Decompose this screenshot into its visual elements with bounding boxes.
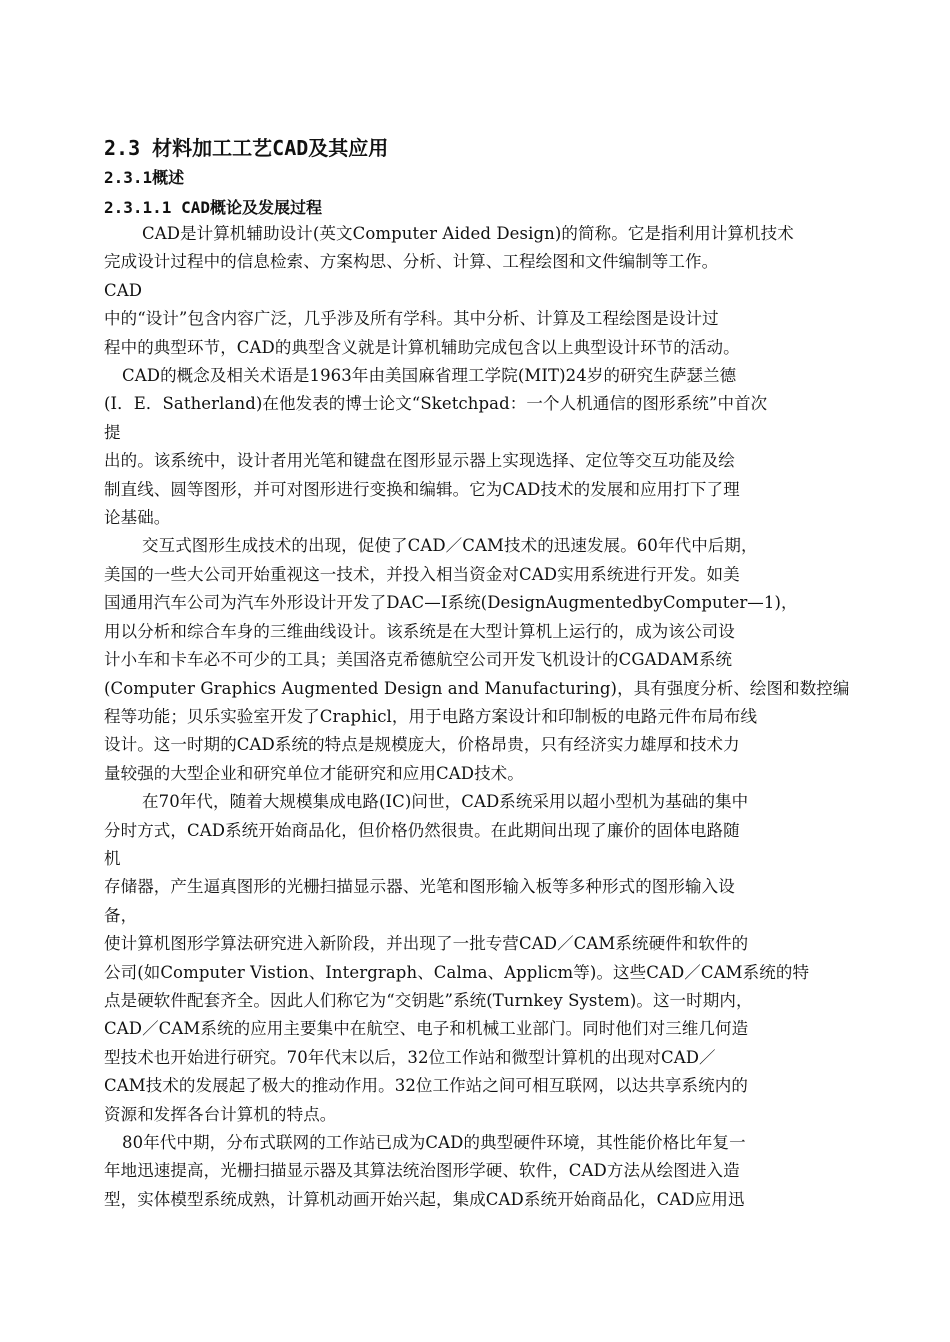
text-line: 机: [104, 848, 121, 868]
text-line: 型技术也开始进行研究。70年代末以后，32位工作站和微型计算机的出现对CAD／: [104, 1047, 716, 1067]
text-line: 设计。这一时期的CAD系统的特点是规模庞大，价格昂贵，只有经济实力雄厚和技术力: [104, 735, 740, 755]
paragraph: [104, 532, 856, 788]
text-line: 计小车和卡车必不可少的工具；美国洛克希德航空公司开发飞机设计的CGADAM系统: [104, 650, 733, 670]
paragraph: [104, 220, 856, 362]
text-line: 使计算机图形学算法研究进入新阶段，并出现了一批专营CAD／CAM系统硬件和软件的: [104, 934, 749, 954]
text-line: 用以分析和综合车身的三维曲线设计。该系统是在大型计算机上运行的，成为该公司设: [104, 621, 735, 641]
text-line: (Computer Graphics Augmented Design and Manufacturing)，具有强度分析、绘图和数控编: [104, 678, 850, 698]
text-line: CAD／CAM系统的应用主要集中在航空、电子和机械工业部门。同时他们对三维几何造: [104, 1019, 749, 1039]
text-line: 出的。该系统中，设计者用光笔和键盘在图形显示器上实现选择、定位等交互功能及绘: [104, 451, 735, 471]
text-line: 型，实体模型系统成熟，计算机动画开始兴起，集成CAD系统开始商品化，CAD应用迅: [104, 1189, 745, 1209]
text-line: 资源和发挥各台计算机的特点。: [104, 1104, 337, 1124]
document-body: [104, 133, 856, 1214]
text-line: 量较强的大型企业和研究单位才能研究和应用CAD技术。: [104, 763, 524, 783]
text-line: 在70年代，随着大规模集成电路(IC)问世，CAD系统采用以超小型机为基础的集中: [142, 792, 749, 812]
text-line: 年地迅速提高，光栅扫描显示器及其算法统治图形学硬、软件，CAD方法从绘图进入造: [104, 1161, 740, 1181]
text-line: 点是硬软件配套齐全。因此人们称它为“交钥匙”系统(Turnkey System)。这一时期内，: [104, 990, 753, 1010]
text-line: 公司(如Computer Vistion、Intergraph、Calma、Applicm等)。这些CAD／CAM系统的特: [104, 962, 810, 982]
text-line: CAM技术的发展起了极大的推动作用。32位工作站之间可相互联网，以达共享系统内的: [104, 1076, 748, 1096]
text-line: CAD: [104, 280, 143, 300]
text-line: 分时方式，CAD系统开始商品化，但价格仍然很贵。在此期间出现了廉价的固体电路随: [104, 820, 740, 840]
text-line: 交互式图形生成技术的出现，促使了CAD／CAM技术的迅速发展。60年代中后期，: [142, 536, 758, 556]
text-line: 制直线、圆等图形，并可对图形进行变换和编辑。它为CAD技术的发展和应用打下了理: [104, 479, 740, 499]
text-line: 提: [104, 422, 121, 442]
text-line: CAD的概念及相关术语是1963年由美国麻省理工学院(MIT)24岁的研究生萨瑟兰德: [122, 366, 737, 386]
text-line: 80年代中期，分布式联网的工作站已成为CAD的典型硬件环境，其性能价格比年复一: [122, 1133, 746, 1152]
text-line: 中的“设计”包含内容广泛，几乎涉及所有学科。其中分析、计算及工程绘图是设计过: [104, 309, 719, 329]
paragraph: [104, 1129, 856, 1214]
paragraph: [104, 362, 856, 532]
text-line: 论基础。: [104, 508, 171, 528]
text-line: 美国的一些大公司开始重视这一技术，并投入相当资金对CAD实用系统进行开发。如美: [104, 564, 740, 584]
text-line: 完成设计过程中的信息检索、方案构思、分析、计算、工程绘图和文件编制等工作。: [104, 252, 719, 272]
paragraph: [104, 788, 856, 1129]
subsection-heading: 2.3.1概述: [104, 168, 185, 187]
text-line: 国通用汽车公司为汽车外形设计开发了DAC—I系统(DesignAugmentedbyComputer—1)，: [104, 593, 798, 613]
text-line: 备，: [104, 905, 138, 925]
subsubsection-heading: 2.3.1.1 CAD概论及发展过程: [104, 198, 322, 217]
text-line: 程中的典型环节，CAD的典型含义就是计算机辅助完成包含以上典型设计环节的活动。: [104, 337, 740, 357]
section-heading: 2.3 材料加工工艺CAD及其应用: [104, 136, 389, 160]
text-line: 存储器，产生逼真图形的光栅扫描显示器、光笔和图形输入板等多种形式的图形输入设: [104, 877, 735, 897]
text-line: (I．E．Satherland)在他发表的博士论文“Sketchpad：一个人机通信的图形系统”中首次: [104, 394, 768, 414]
text-line: 程等功能；贝乐实验室开发了Craphicl，用于电路方案设计和印制板的电路元件布局布线: [104, 706, 758, 726]
text-line: CAD是计算机辅助设计(英文Computer Aided Design)的简称。它是指利用计算机技术: [142, 224, 794, 243]
